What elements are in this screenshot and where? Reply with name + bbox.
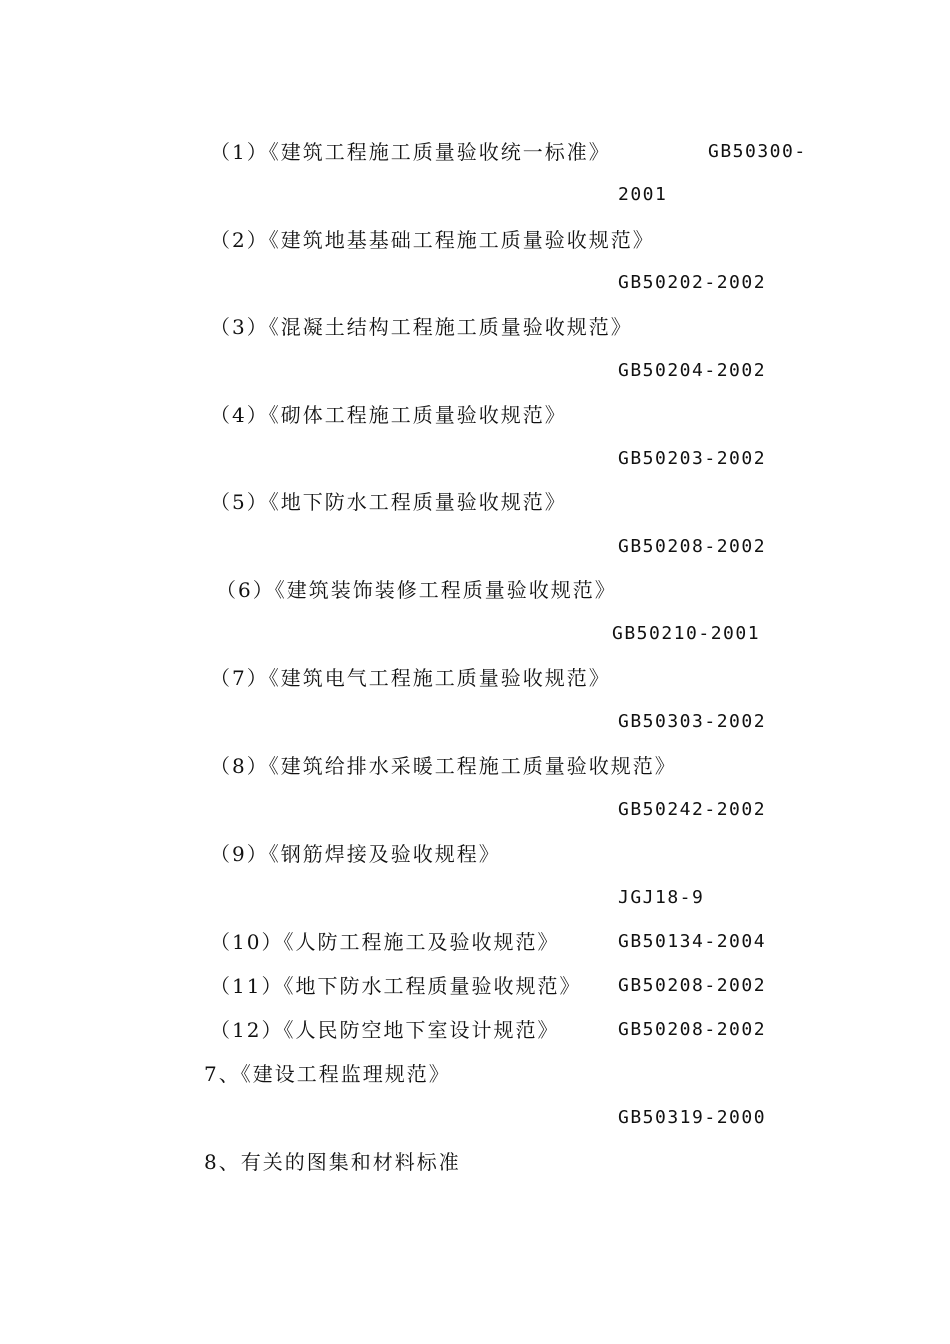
item-9-title: （9）《钢筋焊接及验收规程》	[210, 842, 501, 866]
item-12-title: （12）《人民防空地下室设计规范》	[210, 1018, 560, 1042]
item-10-code: GB50134-2004	[618, 931, 767, 952]
item-7-code: GB50303-2002	[618, 711, 767, 732]
item-1-code: GB50300-	[708, 141, 807, 162]
section-7-code: GB50319-2000	[618, 1107, 767, 1128]
section-8-title: 8、有关的图集和材料标准	[204, 1150, 461, 1174]
item-4-code: GB50203-2002	[618, 448, 767, 469]
item-6-title: （6）《建筑装饰装修工程质量验收规范》	[216, 578, 617, 602]
item-1-title: （1）《建筑工程施工质量验收统一标准》	[210, 140, 611, 164]
section-7-title: 7、《建设工程监理规范》	[204, 1062, 451, 1086]
item-5-title: （5）《地下防水工程质量验收规范》	[210, 490, 567, 514]
item-8-code: GB50242-2002	[618, 799, 767, 820]
item-3-code: GB50204-2002	[618, 360, 767, 381]
item-6-code: GB50210-2001	[612, 623, 761, 644]
item-3-title: （3）《混凝土结构工程施工质量验收规范》	[210, 315, 633, 339]
item-4-title: （4）《砌体工程施工质量验收规范》	[210, 403, 567, 427]
item-11-code: GB50208-2002	[618, 975, 767, 996]
item-9-code: JGJ18-9	[618, 887, 705, 908]
item-12-code: GB50208-2002	[618, 1019, 767, 1040]
item-7-title: （7）《建筑电气工程施工质量验收规范》	[210, 666, 611, 690]
item-11-title: （11）《地下防水工程质量验收规范》	[210, 974, 582, 998]
item-5-code: GB50208-2002	[618, 536, 767, 557]
item-1-code-continuation: 2001	[618, 184, 668, 205]
item-2-title: （2）《建筑地基基础工程施工质量验收规范》	[210, 228, 655, 252]
item-2-code: GB50202-2002	[618, 272, 767, 293]
item-10-title: （10）《人防工程施工及验收规范》	[210, 930, 560, 954]
item-8-title: （8）《建筑给排水采暖工程施工质量验收规范》	[210, 754, 677, 778]
